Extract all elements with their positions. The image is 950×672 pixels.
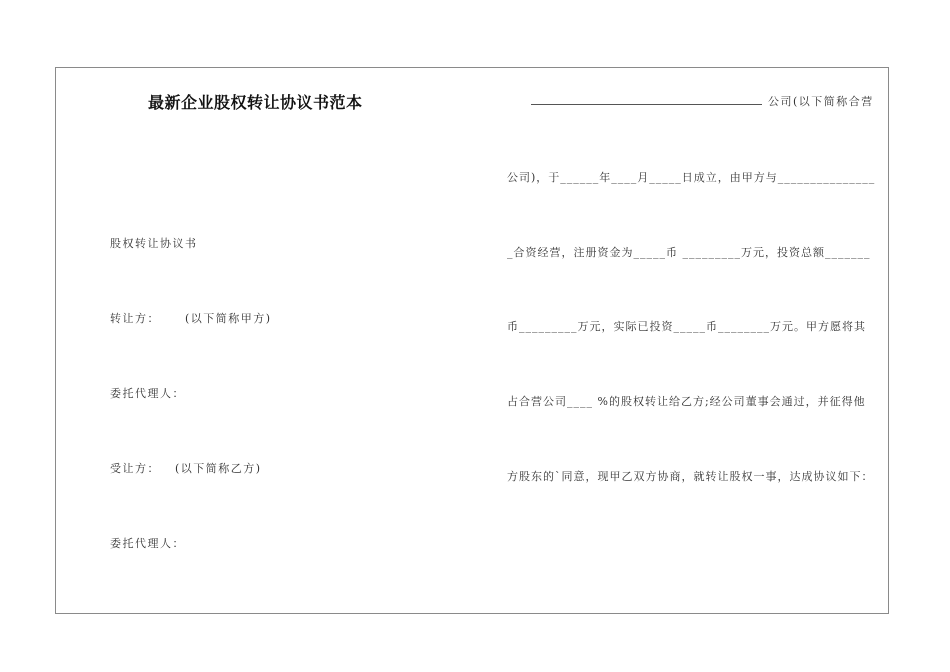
transferee-line: 受让方： (以下简称乙方) [110,462,262,475]
clause-line-3: 币_________万元，实际已投资_____币________万元。甲方愿将其 [507,320,866,333]
transferee-agent-line: 委托代理人： [110,537,185,550]
document-title: 最新企业股权转让协议书范本 [148,93,363,112]
company-header-tail: 公司(以下简称合营 [768,95,874,108]
company-name-blank [531,104,762,105]
clause-line-1: 公司)，于______年____月_____日成立，由甲方与_______________ [507,171,876,184]
clause-line-2: _合资经营，注册资金为_____币 _________万元，投资总额_______ [507,246,871,259]
transferor-agent-line: 委托代理人： [110,387,185,400]
transferor-line: 转让方： (以下简称甲方) [110,312,272,325]
agreement-heading: 股权转让协议书 [110,237,198,250]
clause-line-4: 占合营公司____ %的股权转让给乙方;经公司董事会通过，并征得他 [507,395,866,408]
document-page-frame [55,67,889,614]
clause-line-5: 方股东的`同意，现甲乙双方协商，就转让股权一事，达成协议如下： [507,470,874,483]
